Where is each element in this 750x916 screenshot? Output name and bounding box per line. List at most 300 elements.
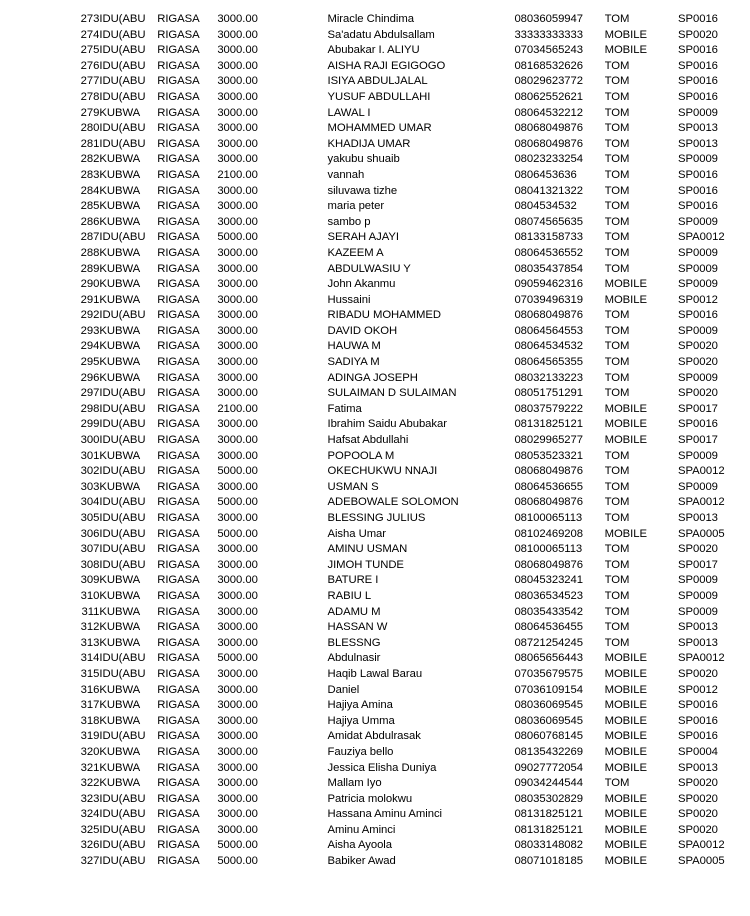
cell-phone: 09059462316 — [514, 278, 583, 291]
cell-amount: 3000.00 — [217, 90, 258, 103]
table-row — [66, 589, 750, 605]
cell-name: John Akanmu — [327, 278, 396, 291]
cell-amount: 3000.00 — [217, 761, 258, 774]
table-row — [66, 573, 750, 589]
cell-spacer — [289, 246, 328, 262]
cell-lga: IDU(ABU — [99, 402, 146, 415]
cell-name: Haqib Lawal Barau — [327, 667, 423, 680]
cell-ward: RIGASA — [157, 496, 200, 509]
table-row — [66, 620, 750, 636]
cell-ward: RIGASA — [157, 90, 200, 103]
cell-lga: IDU(ABU — [99, 387, 146, 400]
cell-serial: 300 — [80, 434, 100, 447]
table-row — [66, 137, 750, 153]
table-row — [66, 28, 750, 44]
cell-serial: 295 — [80, 356, 100, 369]
cell-network: TOM — [604, 371, 630, 384]
cell-lga: KUBWA — [99, 293, 141, 306]
cell-phone: 08068049876 — [514, 122, 583, 135]
cell-spacer — [289, 90, 328, 106]
cell-code: SPA0005 — [678, 527, 725, 540]
cell-network: TOM — [604, 59, 630, 72]
cell-phone: 08051751291 — [514, 387, 583, 400]
cell-network: MOBILE — [604, 527, 647, 540]
table-row — [66, 74, 750, 90]
cell-phone: 08068049876 — [514, 496, 583, 509]
cell-name: RABIU L — [327, 589, 372, 602]
cell-network: MOBILE — [604, 667, 647, 680]
cell-spacer — [289, 854, 328, 870]
cell-phone: 08029623772 — [514, 75, 583, 88]
cell-network: TOM — [604, 558, 630, 571]
cell-amount: 3000.00 — [217, 28, 258, 41]
table-row — [66, 184, 750, 200]
cell-serial: 278 — [80, 90, 100, 103]
cell-ward: RIGASA — [157, 605, 200, 618]
cell-network: TOM — [604, 356, 630, 369]
cell-ward: RIGASA — [157, 574, 200, 587]
cell-serial: 309 — [80, 574, 100, 587]
cell-lga: IDU(ABU — [99, 855, 146, 868]
cell-spacer — [289, 293, 328, 309]
cell-ward: RIGASA — [157, 246, 200, 259]
cell-lga: KUBWA — [99, 278, 141, 291]
cell-network: TOM — [604, 636, 630, 649]
cell-phone: 08064536552 — [514, 246, 583, 259]
cell-phone: 07039496319 — [514, 293, 583, 306]
cell-spacer — [289, 667, 328, 683]
cell-spacer — [289, 277, 328, 293]
table-row — [66, 230, 750, 246]
cell-name: Aminu Aminci — [327, 823, 396, 836]
cell-ward: RIGASA — [157, 309, 200, 322]
cell-spacer — [289, 464, 328, 480]
cell-network: TOM — [604, 387, 630, 400]
cell-serial: 282 — [80, 153, 100, 166]
table-row — [66, 277, 750, 293]
cell-phone: 08060768145 — [514, 730, 583, 743]
table-row — [66, 449, 750, 465]
cell-ward: RIGASA — [157, 589, 200, 602]
cell-name: siluvawa tizhe — [327, 184, 398, 197]
cell-name: Babiker Awad — [327, 855, 396, 868]
cell-amount: 3000.00 — [217, 480, 258, 493]
cell-phone: 08133158733 — [514, 231, 583, 244]
cell-ward: RIGASA — [157, 855, 200, 868]
cell-serial: 320 — [80, 745, 100, 758]
cell-serial: 307 — [80, 543, 100, 556]
cell-name: ISIYA ABDULJALAL — [327, 75, 428, 88]
cell-code: SP0009 — [678, 605, 718, 618]
cell-amount: 3000.00 — [217, 730, 258, 743]
cell-spacer — [289, 43, 328, 59]
cell-serial: 303 — [80, 480, 100, 493]
cell-amount: 3000.00 — [217, 636, 258, 649]
cell-phone: 08029965277 — [514, 434, 583, 447]
cell-ward: RIGASA — [157, 777, 200, 790]
cell-name: Hafsat Abdullahi — [327, 434, 409, 447]
cell-code: SPA0005 — [678, 855, 725, 868]
cell-name: sambo p — [327, 215, 371, 228]
cell-lga: KUBWA — [99, 371, 141, 384]
cell-spacer — [289, 152, 328, 168]
cell-amount: 3000.00 — [217, 574, 258, 587]
table-row — [66, 246, 750, 262]
cell-amount: 3000.00 — [217, 823, 258, 836]
payment-ledger-table — [66, 12, 750, 870]
cell-ward: RIGASA — [157, 699, 200, 712]
cell-network: TOM — [604, 168, 630, 181]
cell-phone: 08036069545 — [514, 714, 583, 727]
cell-spacer — [289, 449, 328, 465]
cell-network: MOBILE — [604, 699, 647, 712]
table-row — [66, 558, 750, 574]
cell-serial: 288 — [80, 246, 100, 259]
cell-ward: RIGASA — [157, 761, 200, 774]
cell-amount: 3000.00 — [217, 293, 258, 306]
cell-lga: IDU(ABU — [99, 75, 146, 88]
cell-name: MOHAMMED UMAR — [327, 122, 432, 135]
cell-code: SP0016 — [678, 418, 718, 431]
table-row — [66, 106, 750, 122]
cell-phone: 08037579222 — [514, 402, 583, 415]
cell-phone: 08035437854 — [514, 262, 583, 275]
cell-code: SP0009 — [678, 278, 718, 291]
cell-serial: 276 — [80, 59, 100, 72]
cell-name: maria peter — [327, 200, 385, 213]
cell-network: MOBILE — [604, 808, 647, 821]
cell-ward: RIGASA — [157, 512, 200, 524]
cell-name: BLESSNG — [327, 636, 381, 649]
cell-network: MOBILE — [604, 402, 647, 415]
cell-network: TOM — [604, 465, 630, 478]
cell-lga: KUBWA — [99, 246, 141, 259]
cell-phone: 08721254245 — [514, 636, 583, 649]
cell-phone: 08100065113 — [514, 512, 583, 524]
cell-code: SP0009 — [678, 324, 718, 337]
cell-lga: KUBWA — [99, 589, 141, 602]
cell-phone: 08064564553 — [514, 324, 583, 337]
cell-network: TOM — [604, 200, 630, 213]
cell-name: YUSUF ABDULLAHI — [327, 90, 431, 103]
cell-lga: KUBWA — [99, 714, 141, 727]
cell-lga: IDU(ABU — [99, 90, 146, 103]
cell-lga: IDU(ABU — [99, 527, 146, 540]
table-row — [66, 838, 750, 854]
cell-code: SP0009 — [678, 589, 718, 602]
cell-phone: 08041321322 — [514, 184, 583, 197]
cell-network: TOM — [604, 262, 630, 275]
cell-amount: 3000.00 — [217, 714, 258, 727]
cell-amount: 3000.00 — [217, 278, 258, 291]
table-row — [66, 605, 750, 621]
cell-serial: 291 — [80, 293, 100, 306]
cell-spacer — [289, 339, 328, 355]
cell-network: TOM — [604, 153, 630, 166]
cell-name: Hussaini — [327, 293, 371, 306]
cell-network: TOM — [604, 75, 630, 88]
cell-name: RIBADU MOHAMMED — [327, 309, 441, 322]
cell-amount: 3000.00 — [217, 246, 258, 259]
cell-phone: 08053523321 — [514, 449, 583, 462]
cell-phone: 08064532212 — [514, 106, 583, 119]
cell-code: SP0016 — [678, 90, 718, 103]
cell-lga: IDU(ABU — [99, 465, 146, 478]
cell-serial: 301 — [80, 449, 100, 462]
table-row — [66, 168, 750, 184]
cell-spacer — [289, 620, 328, 636]
cell-amount: 3000.00 — [217, 808, 258, 821]
cell-ward: RIGASA — [157, 324, 200, 337]
cell-ward: RIGASA — [157, 106, 200, 119]
cell-spacer — [289, 495, 328, 511]
cell-amount: 3000.00 — [217, 777, 258, 790]
cell-code: SP0016 — [678, 168, 718, 181]
table-row — [66, 371, 750, 387]
cell-spacer — [289, 838, 328, 854]
cell-amount: 5000.00 — [217, 527, 258, 540]
table-row — [66, 59, 750, 75]
cell-ward: RIGASA — [157, 278, 200, 291]
cell-lga: IDU(ABU — [99, 44, 146, 57]
cell-network: MOBILE — [604, 745, 647, 758]
table-row — [66, 698, 750, 714]
cell-code: SP0016 — [678, 75, 718, 88]
cell-lga: KUBWA — [99, 153, 141, 166]
cell-code: SP0017 — [678, 402, 718, 415]
cell-name: BATURE I — [327, 574, 379, 587]
cell-phone: 08100065113 — [514, 543, 583, 556]
cell-amount: 5000.00 — [217, 839, 258, 852]
cell-lga: KUBWA — [99, 605, 141, 618]
cell-code: SPA0012 — [678, 839, 725, 852]
cell-network: TOM — [604, 246, 630, 259]
table-row — [66, 417, 750, 433]
cell-phone: 08064534532 — [514, 340, 583, 353]
cell-lga: IDU(ABU — [99, 543, 146, 556]
cell-amount: 3000.00 — [217, 683, 258, 696]
cell-spacer — [289, 729, 328, 745]
cell-lga: IDU(ABU — [99, 59, 146, 72]
cell-lga: KUBWA — [99, 636, 141, 649]
cell-ward: RIGASA — [157, 44, 200, 57]
cell-network: TOM — [604, 496, 630, 509]
cell-code: SP0016 — [678, 184, 718, 197]
cell-spacer — [289, 168, 328, 184]
cell-amount: 5000.00 — [217, 855, 258, 868]
cell-phone: 08033148082 — [514, 839, 583, 852]
cell-serial: 314 — [80, 652, 100, 665]
cell-lga: IDU(ABU — [99, 137, 146, 150]
cell-name: Fauziya bello — [327, 745, 394, 758]
cell-ward: RIGASA — [157, 418, 200, 431]
cell-ward: RIGASA — [157, 449, 200, 462]
cell-amount: 3000.00 — [217, 309, 258, 322]
table-row — [66, 776, 750, 792]
cell-spacer — [289, 74, 328, 90]
cell-amount: 3000.00 — [217, 667, 258, 680]
cell-phone: 08062552621 — [514, 90, 583, 103]
cell-name: Hajiya Amina — [327, 699, 393, 712]
cell-name: AISHA RAJI EGIGOGO — [327, 59, 446, 72]
cell-serial: 298 — [80, 402, 100, 415]
cell-network: MOBILE — [604, 839, 647, 852]
cell-network: TOM — [604, 574, 630, 587]
cell-network: MOBILE — [604, 28, 647, 41]
cell-spacer — [289, 511, 328, 527]
cell-spacer — [289, 417, 328, 433]
cell-network: MOBILE — [604, 855, 647, 868]
cell-spacer — [289, 230, 328, 246]
cell-lga: KUBWA — [99, 168, 141, 181]
cell-name: HAUWA M — [327, 340, 381, 353]
cell-spacer — [289, 355, 328, 371]
cell-ward: RIGASA — [157, 480, 200, 493]
cell-phone: 08035302829 — [514, 792, 583, 805]
cell-spacer — [289, 589, 328, 605]
cell-ward: RIGASA — [157, 153, 200, 166]
table-row — [66, 542, 750, 558]
cell-phone: 08032133223 — [514, 371, 583, 384]
table-row — [66, 651, 750, 667]
cell-code: SP0020 — [678, 340, 718, 353]
cell-ward: RIGASA — [157, 667, 200, 680]
table-row — [66, 511, 750, 527]
cell-code: SP0020 — [678, 28, 718, 41]
cell-lga: KUBWA — [99, 699, 141, 712]
cell-code: SPA0012 — [678, 496, 725, 509]
cell-amount: 5000.00 — [217, 652, 258, 665]
cell-name: vannah — [327, 168, 365, 181]
cell-network: TOM — [604, 231, 630, 244]
cell-lga: KUBWA — [99, 777, 141, 790]
cell-lga: KUBWA — [99, 106, 141, 119]
cell-network: TOM — [604, 184, 630, 197]
cell-spacer — [289, 823, 328, 839]
cell-phone: 08131825121 — [514, 418, 583, 431]
cell-ward: RIGASA — [157, 792, 200, 805]
cell-network: MOBILE — [604, 792, 647, 805]
cell-lga: IDU(ABU — [99, 28, 146, 41]
cell-phone: 33333333333 — [514, 28, 583, 41]
cell-serial: 326 — [80, 839, 100, 852]
cell-network: MOBILE — [604, 823, 647, 836]
cell-network: TOM — [604, 215, 630, 228]
cell-ward: RIGASA — [157, 215, 200, 228]
cell-lga: IDU(ABU — [99, 434, 146, 447]
cell-spacer — [289, 308, 328, 324]
cell-lga: IDU(ABU — [99, 309, 146, 322]
cell-spacer — [289, 558, 328, 574]
cell-serial: 315 — [80, 667, 100, 680]
cell-amount: 3000.00 — [217, 589, 258, 602]
cell-amount: 3000.00 — [217, 434, 258, 447]
cell-name: Sa'adatu Abdulsallam — [327, 28, 435, 41]
cell-spacer — [289, 527, 328, 543]
cell-code: SP0009 — [678, 262, 718, 275]
cell-serial: 316 — [80, 683, 100, 696]
cell-serial: 293 — [80, 324, 100, 337]
table-row — [66, 495, 750, 511]
cell-serial: 327 — [80, 855, 100, 868]
cell-lga: KUBWA — [99, 745, 141, 758]
cell-network: TOM — [604, 309, 630, 322]
cell-network: TOM — [604, 106, 630, 119]
cell-amount: 3000.00 — [217, 792, 258, 805]
cell-serial: 305 — [80, 512, 100, 524]
cell-serial: 273 — [80, 13, 100, 25]
cell-ward: RIGASA — [157, 621, 200, 634]
cell-serial: 290 — [80, 278, 100, 291]
cell-phone: 0806453636 — [514, 168, 577, 181]
cell-phone: 09027772054 — [514, 761, 583, 774]
cell-code: SP0013 — [678, 636, 718, 649]
cell-network: TOM — [604, 777, 630, 790]
cell-code: SP0016 — [678, 13, 718, 25]
cell-serial: 313 — [80, 636, 100, 649]
cell-ward: RIGASA — [157, 465, 200, 478]
cell-lga: KUBWA — [99, 761, 141, 774]
table-row — [66, 121, 750, 137]
cell-phone: 08074565635 — [514, 215, 583, 228]
cell-ward: RIGASA — [157, 527, 200, 540]
cell-phone: 08045323241 — [514, 574, 583, 587]
cell-phone: 07034565243 — [514, 44, 583, 57]
cell-spacer — [289, 106, 328, 122]
cell-code: SP0013 — [678, 621, 718, 634]
cell-amount: 3000.00 — [217, 512, 258, 524]
cell-spacer — [289, 12, 328, 28]
cell-spacer — [289, 262, 328, 278]
cell-amount: 3000.00 — [217, 122, 258, 135]
cell-phone: 08035433542 — [514, 605, 583, 618]
cell-network: TOM — [604, 543, 630, 556]
table-row — [66, 355, 750, 371]
cell-serial: 277 — [80, 75, 100, 88]
cell-lga: IDU(ABU — [99, 652, 146, 665]
cell-ward: RIGASA — [157, 402, 200, 415]
cell-amount: 5000.00 — [217, 231, 258, 244]
cell-amount: 3000.00 — [217, 356, 258, 369]
cell-ward: RIGASA — [157, 839, 200, 852]
cell-spacer — [289, 59, 328, 75]
cell-amount: 3000.00 — [217, 200, 258, 213]
cell-code: SP0009 — [678, 153, 718, 166]
cell-phone: 08068049876 — [514, 309, 583, 322]
cell-spacer — [289, 184, 328, 200]
cell-name: Aisha Umar — [327, 527, 386, 540]
cell-name: Aisha Ayoola — [327, 839, 392, 852]
cell-lga: KUBWA — [99, 449, 141, 462]
cell-amount: 3000.00 — [217, 621, 258, 634]
table-row — [66, 480, 750, 496]
table-row — [66, 339, 750, 355]
cell-spacer — [289, 792, 328, 808]
cell-spacer — [289, 605, 328, 621]
cell-code: SP0013 — [678, 512, 718, 524]
cell-lga: IDU(ABU — [99, 13, 146, 25]
cell-code: SP0016 — [678, 699, 718, 712]
cell-serial: 319 — [80, 730, 100, 743]
cell-phone: 08023233254 — [514, 153, 583, 166]
cell-name: POPOOLA M — [327, 449, 395, 462]
cell-ward: RIGASA — [157, 293, 200, 306]
cell-amount: 3000.00 — [217, 137, 258, 150]
cell-spacer — [289, 714, 328, 730]
cell-name: HASSAN W — [327, 621, 388, 634]
cell-network: MOBILE — [604, 714, 647, 727]
table-row — [66, 12, 750, 28]
